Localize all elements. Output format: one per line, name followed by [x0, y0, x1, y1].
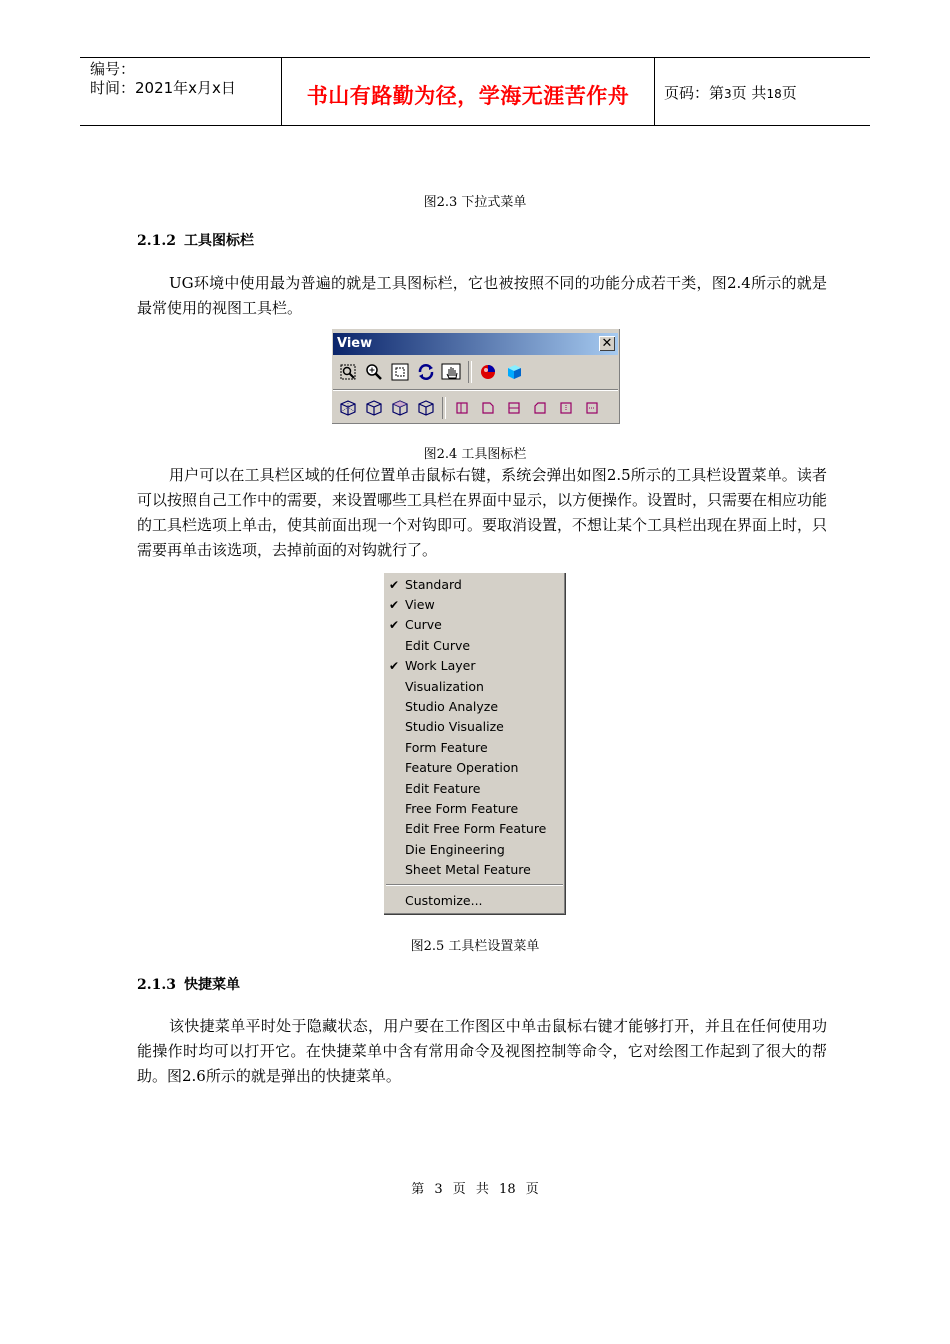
paragraph: UG环境中使用最为普遍的就是工具图标栏，它也被按照不同的功能分成若干类，图2.4所示的就是最常使用的视图工具栏。: [137, 274, 827, 317]
menu-separator: [386, 884, 563, 886]
menu-item-edit-free-form-feature[interactable]: Edit Free Form Feature: [405, 821, 547, 836]
doc-date: 时间：2021年x月x日: [90, 79, 236, 97]
zoom-window-icon[interactable]: [335, 360, 361, 384]
header-page-code: 页码：第3页 共18页: [664, 84, 797, 102]
top-view-icon[interactable]: [387, 396, 413, 420]
rotate-icon[interactable]: [413, 360, 439, 384]
header-meta: [90, 60, 236, 98]
bottom-view-icon[interactable]: [501, 396, 527, 420]
figure-caption: 图2.5 工具栏设置菜单: [410, 939, 540, 954]
view-toolbar: [331, 328, 620, 424]
toolbar-titlebar: [333, 333, 618, 355]
figure-caption: 图2.3 下拉式菜单: [423, 195, 527, 210]
menu-item-customize[interactable]: Customize...: [405, 893, 483, 908]
menu-item-studio-analyze[interactable]: Studio Analyze: [405, 699, 499, 714]
wireframe-cube-icon[interactable]: [501, 360, 527, 384]
menu-item-standard[interactable]: ✔ Standard: [383, 575, 566, 595]
toolbar-separator: [442, 397, 446, 419]
front-view-icon[interactable]: [413, 396, 439, 420]
figure-caption: 图2.4 工具图标栏: [423, 447, 527, 462]
doc-number-label: 编号：: [90, 60, 136, 78]
menu-item-visualization[interactable]: Visualization: [405, 679, 484, 694]
page-total: 18: [766, 87, 782, 101]
menu-item-edit-curve[interactable]: Edit Curve: [405, 638, 471, 653]
view-plane-icon[interactable]: [553, 396, 579, 420]
menu-item-form-feature[interactable]: Form Feature: [405, 740, 488, 755]
page-current: 3: [724, 87, 732, 101]
check-icon: ✔: [389, 578, 400, 592]
back-view-icon[interactable]: [527, 396, 553, 420]
header-motto: 书山有路勤为径，学海无涯苦作舟: [306, 84, 630, 108]
toolbar-row: [335, 359, 527, 385]
paragraph: 用户可以在工具栏区域的任何位置单击鼠标右键，系统会弹出如图2.5所示的工具栏设置菜单。读者可以按照自己工作中的需要，来设置哪些工具栏在界面中显示，以方便操作。设置时，只需要在相应功能的工具栏选项上单击，使其前面出现一个对钩即可。要取消设置，不想让某个工具栏出现在界面上时，只需要再单击该选项，去掉前面的对钩就行了。: [137, 466, 828, 559]
toolbar-row-divider: [333, 389, 618, 391]
left-view-icon[interactable]: [475, 396, 501, 420]
header-bottom-rule: [80, 125, 870, 126]
toolbar-separator: [468, 361, 472, 383]
menu-item-work-layer[interactable]: ✔ Work Layer: [383, 656, 566, 676]
pan-icon[interactable]: [439, 360, 465, 384]
shaded-icon[interactable]: [475, 360, 501, 384]
check-icon: ✔: [389, 598, 400, 612]
menu-item-sheet-metal-feature[interactable]: Sheet Metal Feature: [405, 862, 531, 877]
check-icon: ✔: [389, 618, 400, 632]
fit-icon[interactable]: [387, 360, 413, 384]
right-view-icon[interactable]: [449, 396, 475, 420]
check-icon: ✔: [389, 659, 400, 673]
toolbar-row: [335, 395, 605, 421]
menu-item-edit-feature[interactable]: Edit Feature: [405, 781, 481, 796]
toolbar-title: View: [337, 336, 373, 351]
header-divider: [654, 57, 655, 126]
menu-item-die-engineering[interactable]: Die Engineering: [405, 842, 505, 857]
toolbar-settings-menu: [383, 572, 566, 915]
menu-item-view[interactable]: ✔ View: [383, 595, 566, 615]
zoom-icon[interactable]: [361, 360, 387, 384]
menu-item-feature-operation[interactable]: Feature Operation: [405, 760, 519, 775]
section-heading: 2.1.3 快捷菜单: [137, 977, 240, 993]
header-top-rule: [80, 57, 870, 58]
trimetric-view-icon[interactable]: [361, 396, 387, 420]
section-heading: 2.1.2 工具图标栏: [137, 233, 254, 249]
paragraph: 该快捷菜单平时处于隐藏状态，用户要在工作图区中单击鼠标右键才能够打开，并且在任何使用功能操作时均可以打开它。在快捷菜单中含有常用命令及视图控制等命令，它对绘图工作起到了很大的帮助。图2.6所示的就是弹出的快捷菜单。: [137, 1017, 827, 1085]
menu-item-free-form-feature[interactable]: Free Form Feature: [405, 801, 519, 816]
close-icon[interactable]: ✕: [599, 336, 615, 351]
page-footer: 第 3 页 共 18 页: [411, 1182, 539, 1197]
view-plane-2-icon[interactable]: [579, 396, 605, 420]
iso-view-icon[interactable]: [335, 396, 361, 420]
menu-item-curve[interactable]: ✔ Curve: [383, 615, 566, 635]
menu-item-studio-visualize[interactable]: Studio Visualize: [405, 719, 504, 734]
